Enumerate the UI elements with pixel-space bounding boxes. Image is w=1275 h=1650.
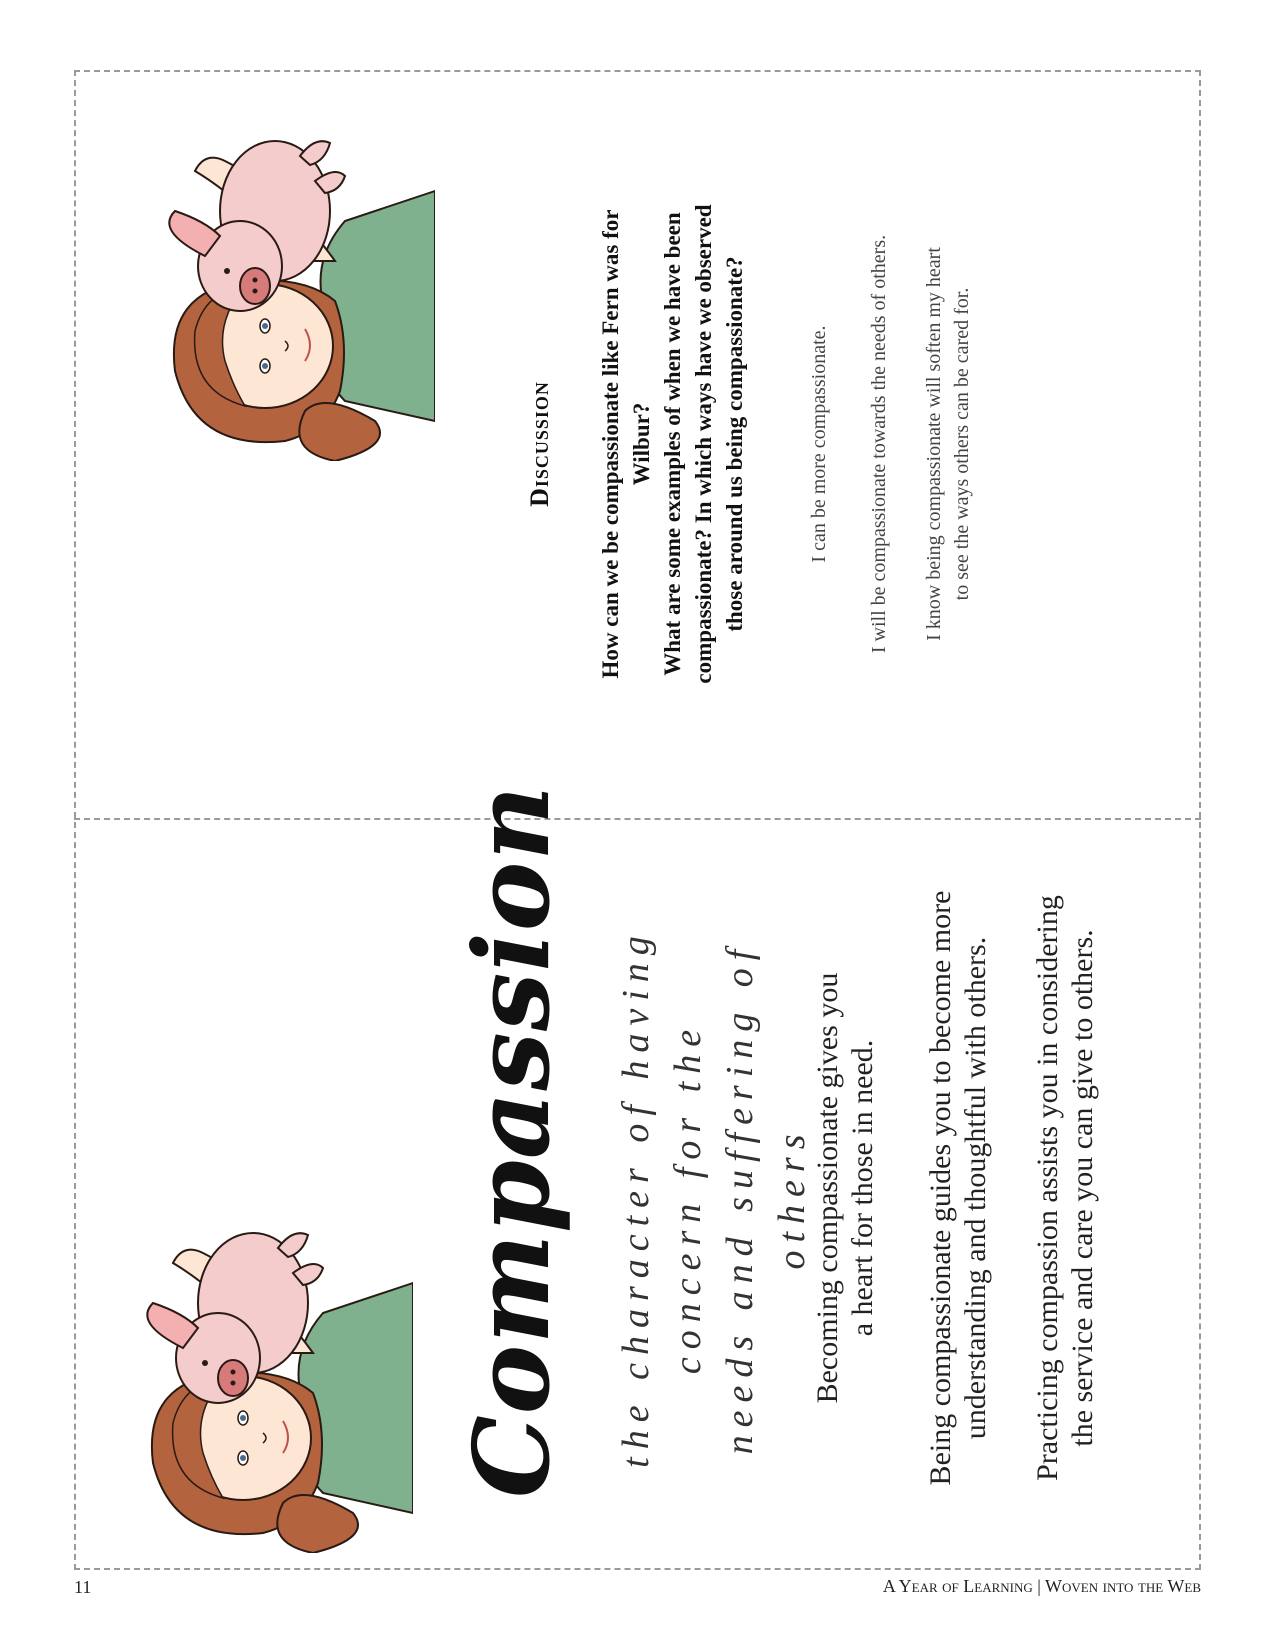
front-card [75,784,1201,1568]
definition-text [610,868,818,1528]
girl-with-piglet-illustration [113,1213,413,1553]
affirmation-statement [920,192,976,696]
benefit-line: understanding and thoughtful with others. [959,936,992,1440]
affirmation-statement [805,192,833,696]
benefit-statement [810,858,880,1518]
affirmation-statement [865,192,893,696]
benefit-line: Becoming compassionate gives you [811,972,844,1404]
benefit-line: Practicing compassion assists you in considering [1031,895,1064,1481]
card-title: Compassion [450,784,573,1498]
statement-line: to see the ways others can be cared for. [951,287,973,601]
benefit-line: Being compassionate guides you to become more [924,890,957,1486]
definition-line: needs and suffering of others [719,941,813,1455]
benefit-line: a heart for those in need. [846,1039,879,1337]
question-line: compassionate? In which ways have we observed [691,204,716,684]
question-line: those around us being compassionate? [722,256,747,632]
definition-line: the character of having concern for the [615,928,709,1468]
girl-with-piglet-illustration [135,121,435,461]
back-card [75,72,1201,816]
statement-line: I know being compassionate will soften my heart [923,247,945,641]
statement-line: I will be compassionate towards the needs of others. [868,234,890,654]
benefit-statement [923,858,993,1518]
question-line: What are some examples of when we have been [660,212,685,676]
book-title: A Year of Learning | Woven into the Web [882,1576,1201,1596]
statement-line: I can be more compassionate. [808,325,830,563]
page-number: 11 [74,1577,92,1597]
discussion-question [595,172,750,716]
discussion-heading: Discussion [525,381,554,507]
question-line: How can we be compassionate like Fern was for Wilbur? [598,209,654,679]
benefit-statement [1030,858,1100,1518]
benefit-line: the service and care you can give to others. [1066,929,1099,1447]
